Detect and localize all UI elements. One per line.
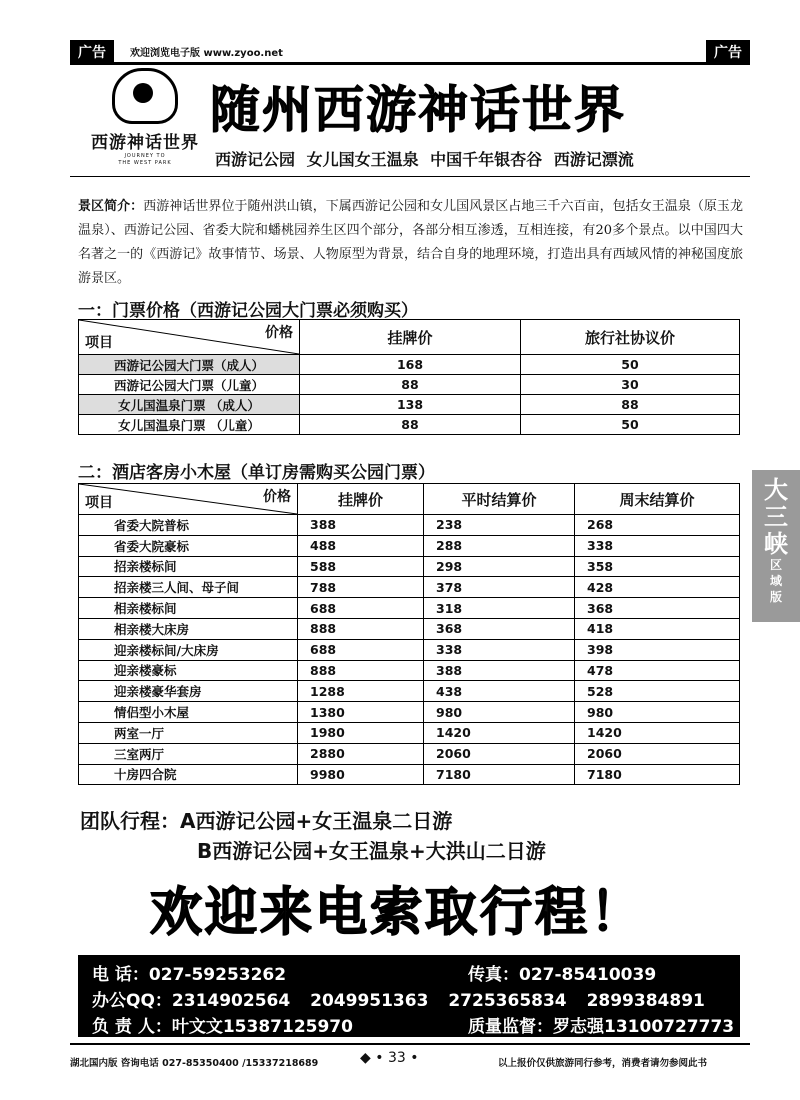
hotel-weekend-price: 7180	[575, 764, 740, 785]
table-row	[79, 702, 740, 723]
hotel-room-name: 相亲楼大床房	[79, 618, 298, 639]
hotel-list-price: 1380	[298, 702, 424, 723]
ticket-name: 女儿国温泉门票 （成人）	[79, 395, 300, 415]
ticket-list-price: 168	[300, 355, 521, 375]
ticket-header-list: 挂牌价	[300, 320, 521, 355]
ticket-corner-header	[79, 320, 300, 355]
hotel-section-title: 二：酒店客房小木屋（单订房需购买公园门票）	[78, 463, 435, 483]
hotel-weekday-price: 1420	[424, 722, 575, 743]
table-row	[79, 743, 740, 764]
ticket-name: 女儿国温泉门票 （儿童）	[79, 415, 300, 435]
hotel-room-name: 两室一厅	[79, 722, 298, 743]
qq-1[interactable]: 2314902564	[171, 991, 291, 1011]
hotel-weekend-price: 398	[575, 639, 740, 660]
ticket-list-price: 88	[300, 375, 521, 395]
hotel-list-price: 9980	[298, 764, 424, 785]
table-row	[79, 395, 740, 415]
hotel-room-name: 迎亲楼标间/大床房	[79, 639, 298, 660]
logo-english-line1: JOURNEY TO	[124, 153, 166, 159]
contact-row-qc	[468, 1012, 734, 1037]
logo-english-line2: THE WEST PARK	[118, 160, 172, 166]
sidebar-small-3: 版	[769, 590, 782, 604]
hotel-room-name: 省委大院普标	[79, 515, 298, 536]
tour-line-a	[80, 805, 452, 834]
tour-a: A西游记公园+女王温泉二日游	[180, 809, 453, 833]
table-row	[79, 535, 740, 556]
hotel-weekend-price: 368	[575, 598, 740, 619]
divider	[70, 176, 750, 177]
fax-label: 传真：	[468, 965, 519, 985]
ad-tag-right: 广告	[706, 40, 750, 64]
page-number	[360, 1050, 418, 1066]
qq-4[interactable]: 2899384891	[586, 991, 705, 1011]
hotel-list-price: 388	[298, 515, 424, 536]
page-ornament-dot: •	[405, 1050, 419, 1066]
tel-label: 电 话：	[92, 965, 149, 985]
ticket-name: 西游记公园大门票（儿童）	[79, 375, 300, 395]
hotel-weekday-price: 378	[424, 577, 575, 598]
ticket-price-table	[78, 319, 740, 435]
contact-row-person	[92, 1012, 353, 1037]
page-title: 随州西游神话世界	[210, 81, 626, 139]
hotel-weekday-price: 238	[424, 515, 575, 536]
ticket-agency-price: 50	[521, 415, 740, 435]
person-value[interactable]: 叶文文15387125970	[171, 1017, 353, 1037]
hotel-list-price: 2880	[298, 743, 424, 764]
fax-value[interactable]: 027-85410039	[519, 965, 657, 985]
hotel-header-weekend: 周末结算价	[575, 484, 740, 515]
table-row	[79, 577, 740, 598]
table-row	[79, 515, 740, 536]
qc-label: 质量监督：	[468, 1017, 553, 1037]
hotel-room-name: 十房四合院	[79, 764, 298, 785]
sidebar-big-2: 三	[764, 502, 788, 531]
hotel-weekday-price: 368	[424, 618, 575, 639]
hotel-weekend-price: 980	[575, 702, 740, 723]
page-number-value: 33	[387, 1050, 406, 1066]
table-row	[79, 681, 740, 702]
welcome-text[interactable]: 欢迎浏览电子版 www.zyoo.net	[130, 48, 283, 59]
hotel-weekend-price: 358	[575, 556, 740, 577]
region-edition-tab	[752, 470, 800, 622]
hotel-weekend-price: 268	[575, 515, 740, 536]
person-label: 负 责 人：	[92, 1017, 172, 1037]
hotel-room-name: 招亲楼标间	[79, 556, 298, 577]
footer-right: 以上报价仅供旅游同行参考，消费者请勿参阅此书	[498, 1058, 708, 1069]
hotel-weekend-price: 2060	[575, 743, 740, 764]
hotel-weekday-price: 7180	[424, 764, 575, 785]
hotel-weekend-price: 418	[575, 618, 740, 639]
tour-line-b: B西游记公园+女王温泉+大洪山二日游	[197, 839, 546, 863]
hotel-weekend-price: 428	[575, 577, 740, 598]
hotel-room-name: 迎亲楼豪华套房	[79, 681, 298, 702]
hotel-room-name: 省委大院豪标	[79, 535, 298, 556]
attractions-subtitle: 西游记公园 女儿国女王温泉 中国千年银杏谷 西游记漂流	[215, 150, 634, 169]
hotel-weekend-price: 338	[575, 535, 740, 556]
hotel-room-name: 相亲楼标间	[79, 598, 298, 619]
sidebar-small-1: 区	[769, 558, 782, 572]
header-bar	[70, 40, 750, 65]
sidebar-small-2: 域	[769, 574, 782, 588]
table-row	[79, 618, 740, 639]
ticket-header-agency: 旅行社协议价	[521, 320, 740, 355]
hotel-list-price: 788	[298, 577, 424, 598]
hotel-weekend-price: 528	[575, 681, 740, 702]
ticket-agency-price: 50	[521, 355, 740, 375]
table-row	[79, 660, 740, 681]
hotel-room-name: 情侣型小木屋	[79, 702, 298, 723]
ad-tag-left: 广告	[70, 40, 114, 64]
sidebar-big-3: 峡	[764, 529, 788, 558]
hotel-list-price: 488	[298, 535, 424, 556]
park-logo	[90, 68, 200, 166]
contact-row-qq	[92, 986, 705, 1011]
ticket-name: 西游记公园大门票（成人）	[79, 355, 300, 375]
monkey-logo-icon	[112, 68, 178, 124]
corner-price-label: 价格	[263, 489, 291, 505]
intro-text: 西游神话世界位于随州洪山镇，下属西游记公园和女儿国风景区占地三千六百亩，包括女王温泉（原玉龙温泉）、西游记公园、省委大院和蟠桃园养生区四个部分，各部分相互渗透，互相连接，有20多个景点。以中国四大名著之一的《西游记》故事情节、场景、人物原型为背景，结合自身的地理环境，打造出具有西域风情的神秘国度旅游景区。	[78, 199, 743, 286]
ticket-agency-price: 30	[521, 375, 740, 395]
hotel-list-price: 1980	[298, 722, 424, 743]
hotel-room-name: 三室两厅	[79, 743, 298, 764]
hotel-weekday-price: 980	[424, 702, 575, 723]
hotel-weekday-price: 388	[424, 660, 575, 681]
hotel-header-list: 挂牌价	[298, 484, 424, 515]
table-row	[79, 355, 740, 375]
hotel-list-price: 588	[298, 556, 424, 577]
hotel-weekend-price: 1420	[575, 722, 740, 743]
call-to-action: 欢迎来电索取行程！	[150, 883, 646, 943]
hotel-list-price: 688	[298, 598, 424, 619]
hotel-header-weekday: 平时结算价	[424, 484, 575, 515]
qq-2[interactable]: 2049951363	[310, 991, 429, 1011]
table-row	[79, 375, 740, 395]
intro-label: 景区简介：	[78, 199, 144, 214]
hotel-weekday-price: 338	[424, 639, 575, 660]
ticket-list-price: 88	[300, 415, 521, 435]
corner-item-label: 项目	[85, 335, 113, 351]
qc-value[interactable]: 罗志强13100727773	[553, 1017, 735, 1037]
table-row	[79, 639, 740, 660]
ticket-section-title: 一：门票价格（西游记公园大门票必须购买）	[78, 301, 418, 321]
logo-chinese-name: 西游神话世界	[91, 133, 199, 153]
hotel-weekday-price: 298	[424, 556, 575, 577]
hotel-list-price: 1288	[298, 681, 424, 702]
footer-left: 湖北国内版 咨询电话 027-85350400 /15337218689	[70, 1058, 319, 1069]
table-row	[79, 415, 740, 435]
hotel-list-price: 888	[298, 618, 424, 639]
hotel-corner-header	[79, 484, 298, 515]
tel-value[interactable]: 027-59253262	[148, 965, 287, 985]
ticket-list-price: 138	[300, 395, 521, 415]
ticket-agency-price: 88	[521, 395, 740, 415]
sidebar-big-1: 大	[764, 475, 788, 504]
hotel-room-name: 招亲楼三人间、母子间	[79, 577, 298, 598]
corner-price-label: 价格	[265, 325, 293, 341]
table-row	[79, 556, 740, 577]
qq-3[interactable]: 2725365834	[448, 991, 567, 1011]
contact-row-fax	[468, 960, 656, 985]
contact-box	[78, 955, 740, 1037]
hotel-weekday-price: 2060	[424, 743, 575, 764]
hotel-weekday-price: 438	[424, 681, 575, 702]
footer-divider	[70, 1043, 750, 1045]
hotel-weekday-price: 288	[424, 535, 575, 556]
hotel-room-name: 迎亲楼豪标	[79, 660, 298, 681]
hotel-weekend-price: 478	[575, 660, 740, 681]
table-row	[79, 764, 740, 785]
hotel-list-price: 688	[298, 639, 424, 660]
contact-row-tel	[92, 960, 286, 985]
hotel-list-price: 888	[298, 660, 424, 681]
intro-paragraph	[78, 195, 743, 291]
table-row	[79, 722, 740, 743]
hotel-weekday-price: 318	[424, 598, 575, 619]
table-row	[79, 598, 740, 619]
corner-item-label: 项目	[85, 495, 113, 511]
page-ornament-icon: ◆ •	[360, 1050, 388, 1066]
tour-label: 团队行程：	[80, 809, 180, 833]
hotel-price-table	[78, 483, 740, 785]
qq-label: 办公QQ：	[92, 991, 172, 1011]
